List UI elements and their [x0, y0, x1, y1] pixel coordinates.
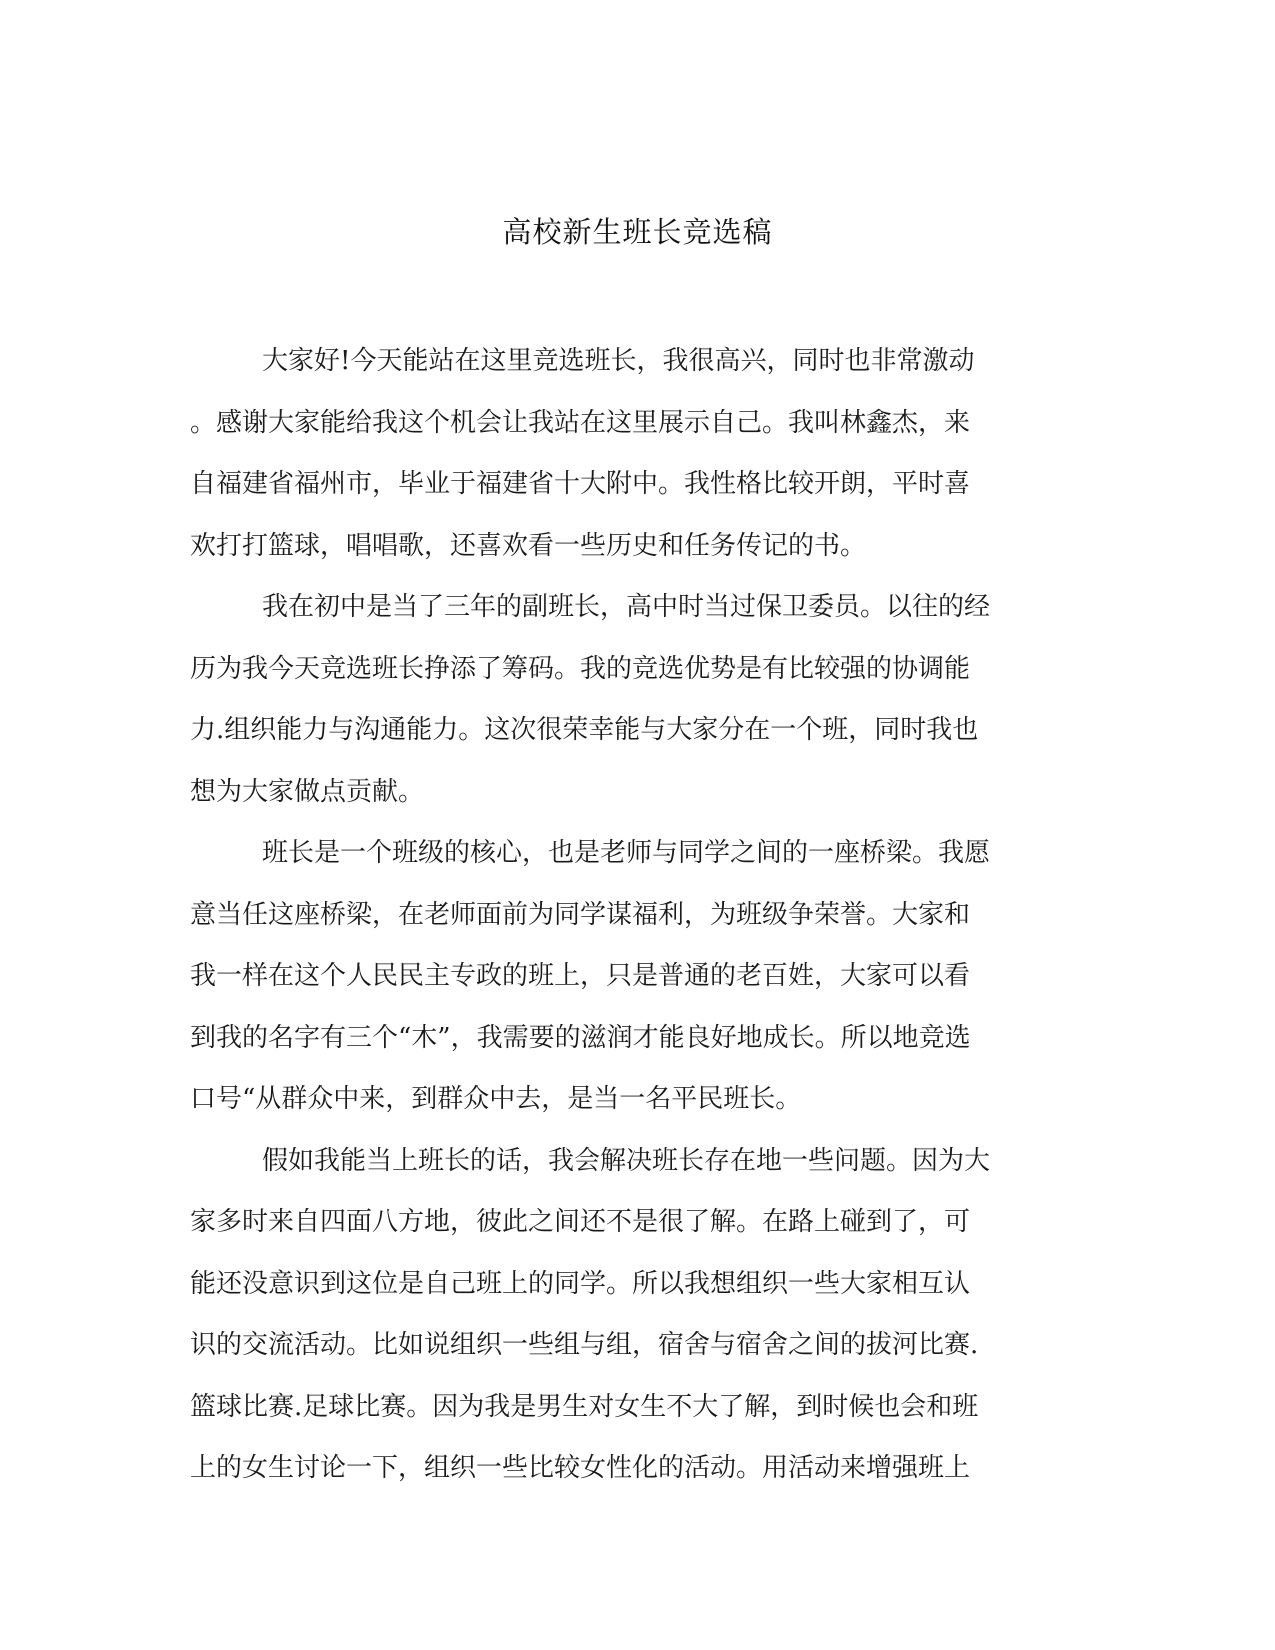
paragraph-line: 我一样在这个人民民主专政的班上，只是普通的老百姓，大家可以看 — [190, 961, 971, 991]
paragraph-line: 篮球比赛.足球比赛。因为我是男生对女生不大了解，到时候也会和班 — [190, 1391, 979, 1422]
paragraph-line: 。感谢大家能给我这个机会让我站在这里展示自己。我叫林鑫杰，来 — [190, 407, 971, 438]
paragraph-line: 自福建省福州市，毕业于福建省十大附中。我性格比较开朗，平时喜 — [190, 469, 971, 499]
paragraph-line: 家多时来自四面八方地，彼此之间还不是很了解。在路上碰到了，可 — [190, 1207, 971, 1237]
paragraph-line: 想为大家做点贡献。 — [190, 776, 425, 807]
paragraph-first-line: 班长是一个班级的核心，也是老师与同学之间的一座桥梁。我愿 — [262, 838, 991, 868]
paragraph-line: 力.组织能力与沟通能力。这次很荣幸能与大家分在一个班，同时我也 — [190, 715, 979, 745]
paragraph-line: 识的交流活动。比如说组织一些组与组，宿舍与宿舍之间的拔河比赛. — [190, 1330, 979, 1360]
paragraph-line: 历为我今天竞选班长挣添了筹码。我的竞选优势是有比较强的协调能 — [190, 653, 971, 684]
document-body — [190, 331, 1070, 1500]
document-title: 高校新生班长竞选稿 — [502, 215, 773, 249]
paragraph-line: 上的女生讨论一下，组织一些比较女性化的活动。用活动来增强班上 — [190, 1453, 971, 1483]
paragraph-first-line: 我在初中是当了三年的副班长，高中时当过保卫委员。以往的经 — [262, 592, 991, 622]
paragraph-line: 意当任这座桥梁，在老师面前为同学谋福利，为班级争荣誉。大家和 — [190, 899, 971, 930]
paragraph-first-line: 假如我能当上班长的话，我会解决班长存在地一些问题。因为大 — [262, 1145, 991, 1176]
paragraph-line: 欢打打篮球，唱唱歌，还喜欢看一些历史和任务传记的书。 — [190, 530, 867, 561]
paragraph-line: 到我的名字有三个“木”，我需要的滋润才能良好地成长。所以地竞选 — [190, 1022, 971, 1053]
paragraph-first-line: 大家好!今天能站在这里竞选班长，我很高兴，同时也非常激动 — [262, 346, 975, 376]
paragraph-line: 口号“从群众中来，到群众中去，是当一名平民班长。 — [190, 1084, 802, 1114]
paragraph-line: 能还没意识到这位是自己班上的同学。所以我想组织一些大家相互认 — [190, 1268, 971, 1299]
